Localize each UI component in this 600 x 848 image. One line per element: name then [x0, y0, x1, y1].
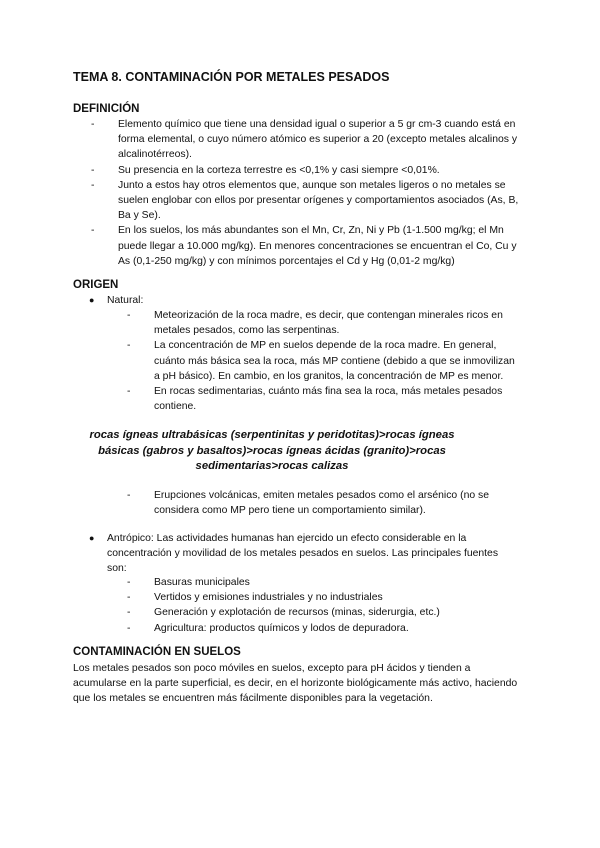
- dash-marker: -: [127, 607, 131, 619]
- dash-marker: -: [127, 592, 131, 604]
- volcanic-list: [127, 488, 523, 518]
- antropico-bullet: [89, 531, 519, 577]
- list-item: - Elemento químico que tiene una densidad igual o superior a 5 gr cm-3 cuando está en forma elemental, o cuyo número atómico es superior a 20 (excepto metales alcalinos y alcalinotérreos).: [91, 119, 518, 161]
- dash-marker: -: [127, 622, 131, 634]
- list-item: - Generación y explotación de recursos (minas, siderurgia, etc.): [127, 605, 523, 620]
- antropico-list: [127, 575, 523, 636]
- dash-marker: -: [91, 179, 95, 191]
- dash-marker: -: [127, 386, 131, 398]
- section-heading-origen: ORIGEN: [73, 279, 119, 291]
- bullet-icon: ●: [89, 295, 95, 305]
- list-item: - Su presencia en la corteza terrestre es <0,1% y casi siempre <0,01%.: [91, 163, 524, 178]
- section-heading-contaminacion: CONTAMINACIÓN EN SUELOS: [73, 646, 241, 658]
- list-item: - En rocas sedimentarias, cuánto más fina sea la roca, más metales pesados contiene.: [127, 386, 503, 413]
- natural-bullet: [89, 293, 519, 308]
- antropico-label: Antrópico: Las actividades humanas han ejercido un efecto considerable en la concentración y movilidad de los metales pesados en suelos. Las principales fuentes son:: [107, 533, 499, 575]
- natural-list: [127, 308, 523, 414]
- list-item: - Junto a estos hay otros elementos que, aunque son metales ligeros o no metales se suelen englobar con ellos por presentar orígenes y comportamientos asociados (As, B, Ba y Se).: [91, 179, 519, 222]
- definicion-list: [91, 117, 524, 269]
- dash-marker: -: [127, 490, 131, 501]
- list-item: - Basuras municipales: [127, 575, 523, 590]
- list-item: - Agricultura: productos químicos y lodos de depuradora.: [127, 621, 523, 636]
- page-title: TEMA 8. CONTAMINACIÓN POR METALES PESADOS: [73, 70, 390, 84]
- section-heading-definicion: DEFINICIÓN: [73, 103, 140, 115]
- dash-marker: -: [91, 164, 95, 176]
- dash-marker: -: [127, 310, 131, 321]
- list-item: - Vertidos y emisiones industriales y no industriales: [127, 590, 523, 605]
- list-item: - Meteorización de la roca madre, es decir, que contengan minerales ricos en metales pesados, como las serpentinas.: [127, 310, 503, 337]
- bullet-icon: ●: [89, 533, 95, 543]
- list-item: - En los suelos, los más abundantes son el Mn, Cr, Zn, Ni y Pb (1-1.500 mg/kg; el Mn puede llegar a 10.000 mg/kg). En menores concentraciones se encuentran el Co, Cu y As (0,1-250 mg/kg) y con mínimos porcentajes el Cd y Hg (0,01-2 mg/kg): [91, 225, 517, 267]
- dash-marker: -: [91, 225, 95, 237]
- contaminacion-paragraph: Los metales pesados son poco móviles en suelos, excepto para pH ácidos y tienden a acumularse en la parte superficial, es decir, en el horizonte biológicamente más activo, haciendo que los metales se encuentren más fácilmente disponibles para la vegetación.: [73, 663, 518, 705]
- dash-marker: -: [127, 577, 131, 588]
- list-item: - Erupciones volcánicas, emiten metales pesados como el arsénico (no se considera como MP pero tiene un comportamiento similar).: [127, 490, 489, 517]
- dash-marker: -: [127, 340, 131, 352]
- rocks-ranking: rocas ígneas ultrabásicas (serpentinitas y peridotitas)>rocas ígneas básicas (gabros y basaltos)>rocas ígneas ácidas (granito)>rocas sedimentarias>rocas calizas: [89, 429, 455, 473]
- natural-label: Natural:: [107, 295, 144, 306]
- dash-marker: -: [91, 119, 95, 130]
- list-item: - La concentración de MP en suelos depende de la roca madre. En general, cuánto más básica sea la roca, más MP contiene (debido a que se inmovilizan a pH básico). En cambio, en los granitos, la concentración de MP es menor.: [127, 340, 515, 382]
